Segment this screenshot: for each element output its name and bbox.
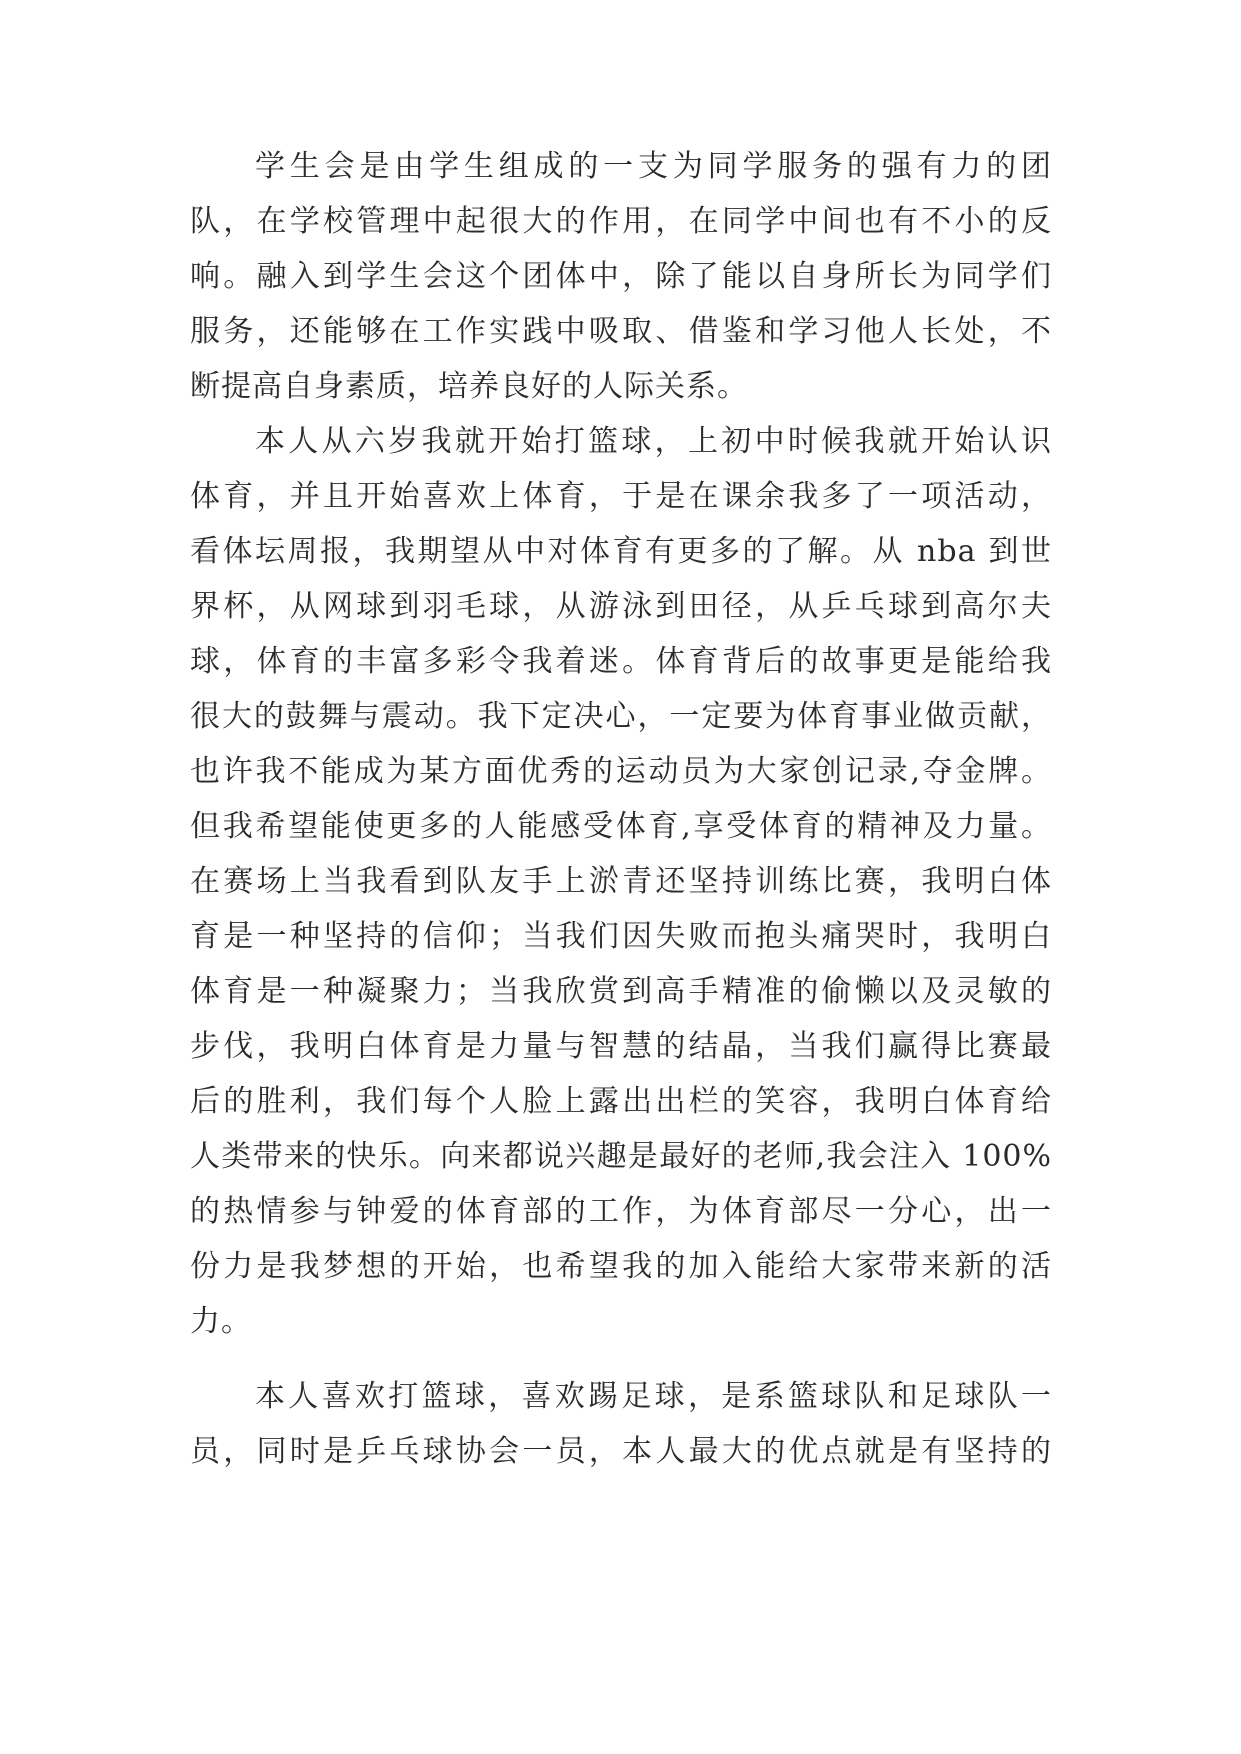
paragraph-2-line-13: 后的胜利，我们每个人脸上露出出栏的笑容，我明白体育给 [190, 1084, 1052, 1119]
paragraph-2-line-15: 的热情参与钟爱的体育部的工作，为体育部尽一分心，出一 [190, 1194, 1052, 1229]
paragraph-3-line-1: 本人喜欢打篮球，喜欢踢足球，是系篮球队和足球队一 [255, 1379, 1052, 1414]
paragraph-2-line-6: 很大的鼓舞与震动。我下定决心，一定要为体育事业做贡献， [190, 699, 1052, 734]
paragraph-2-line-12: 步伐，我明白体育是力量与智慧的结晶，当我们赢得比赛最 [190, 1029, 1052, 1064]
paragraph-1-line-4: 服务，还能够在工作实践中吸取、借鉴和学习他人长处，不 [190, 314, 1052, 349]
paragraph-2-line-17: 力。 [190, 1304, 252, 1339]
paragraph-2-line-1: 本人从六岁我就开始打篮球，上初中时候我就开始认识 [255, 424, 1052, 459]
paragraph-1-line-3: 响。融入到学生会这个团体中，除了能以自身所长为同学们 [190, 259, 1052, 294]
paragraph-2-line-2: 体育，并且开始喜欢上体育，于是在课余我多了一项活动， [190, 479, 1052, 514]
paragraph-2-line-4: 界杯，从网球到羽毛球，从游泳到田径，从乒乓球到高尔夫 [190, 589, 1052, 624]
paragraph-1-line-2: 队，在学校管理中起很大的作用，在同学中间也有不小的反 [190, 204, 1052, 239]
paragraph-3-line-2: 员，同时是乒乓球协会一员，本人最大的优点就是有坚持的 [190, 1434, 1052, 1469]
paragraph-2-line-16: 份力是我梦想的开始，也希望我的加入能给大家带来新的活 [190, 1249, 1052, 1284]
paragraph-2-line-9: 在赛场上当我看到队友手上淤青还坚持训练比赛，我明白体 [190, 864, 1052, 899]
paragraph-2-line-7: 也许我不能成为某方面优秀的运动员为大家创记录,夺金牌。 [190, 754, 1052, 789]
paragraph-2-line-11: 体育是一种凝聚力；当我欣赏到高手精准的偷懒以及灵敏的 [190, 974, 1052, 1009]
paragraph-2-line-5: 球，体育的丰富多彩令我着迷。体育背后的故事更是能给我 [190, 644, 1052, 679]
paragraph-2-line-3: 看体坛周报，我期望从中对体育有更多的了解。从 nba 到世 [190, 534, 1052, 569]
paragraph-2-line-14: 人类带来的快乐。向来都说兴趣是最好的老师,我会注入 100% [190, 1139, 1052, 1174]
paragraph-1-line-5: 断提高自身素质，培养良好的人际关系。 [190, 369, 748, 404]
paragraph-2-line-10: 育是一种坚持的信仰；当我们因失败而抱头痛哭时，我明白 [190, 919, 1052, 954]
paragraph-1-line-1: 学生会是由学生组成的一支为同学服务的强有力的团 [255, 149, 1052, 184]
paragraph-2-line-8: 但我希望能使更多的人能感受体育,享受体育的精神及力量。 [190, 809, 1052, 844]
